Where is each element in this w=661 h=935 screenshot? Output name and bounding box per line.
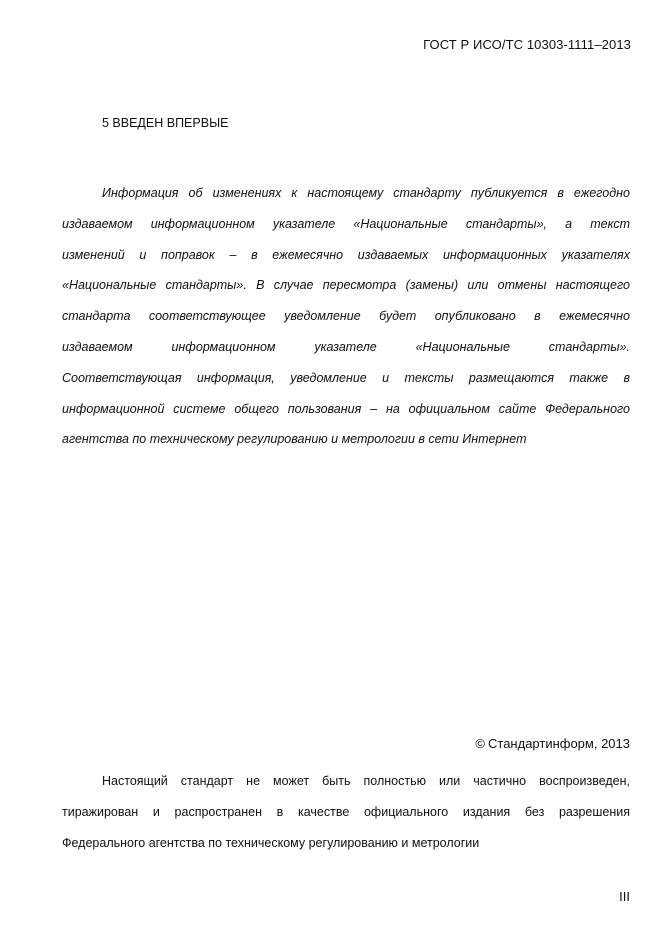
info-notice-line: издаваемом информационном указателе «Национальные стандарты». [62, 339, 630, 354]
info-notice-line: агентства по техническому регулированию и метрологии в сети Интернет [62, 432, 527, 447]
info-notice-line: информационной системе общего пользования – на официальном сайте Федерального [62, 401, 630, 416]
info-notice-line: стандарта соответствующее уведомление будет опубликовано в ежемесячно [62, 309, 630, 324]
standard-code-header: ГОСТ Р ИСО/ТС 10303-1111–2013 [423, 37, 631, 52]
copyright-text: Стандартинформ, 2013 [488, 736, 630, 751]
copyright-notice [475, 736, 630, 751]
info-notice-line: издаваемом информационном указателе «Национальные стандарты», а текст [62, 216, 630, 231]
reproduction-notice-paragraph [62, 766, 630, 859]
info-notice-line: «Национальные стандарты». В случае пересмотра (замены) или отмены настоящего [62, 278, 630, 293]
info-notice-line: изменений и поправок – в ежемесячно издаваемых информационных указателях [62, 247, 630, 262]
reproduction-notice-line: Федерального агентства по техническому регулированию и метрологии [62, 836, 480, 850]
page-number: III [619, 889, 630, 904]
info-notice-line: Информация об изменениях к настоящему стандарту публикуется в ежегодно [102, 186, 630, 200]
section-title: 5 ВВЕДЕН ВПЕРВЫЕ [102, 116, 229, 130]
reproduction-notice-line: тиражирован и распространен в качестве официального издания без разрешения [62, 805, 630, 819]
copyright-icon: © [475, 736, 485, 751]
info-notice-paragraph [62, 178, 630, 455]
info-notice-line: Соответствующая информация, уведомление и тексты размещаются также в [62, 370, 630, 385]
reproduction-notice-line: Настоящий стандарт не может быть полностью или частично воспроизведен, [102, 774, 630, 788]
